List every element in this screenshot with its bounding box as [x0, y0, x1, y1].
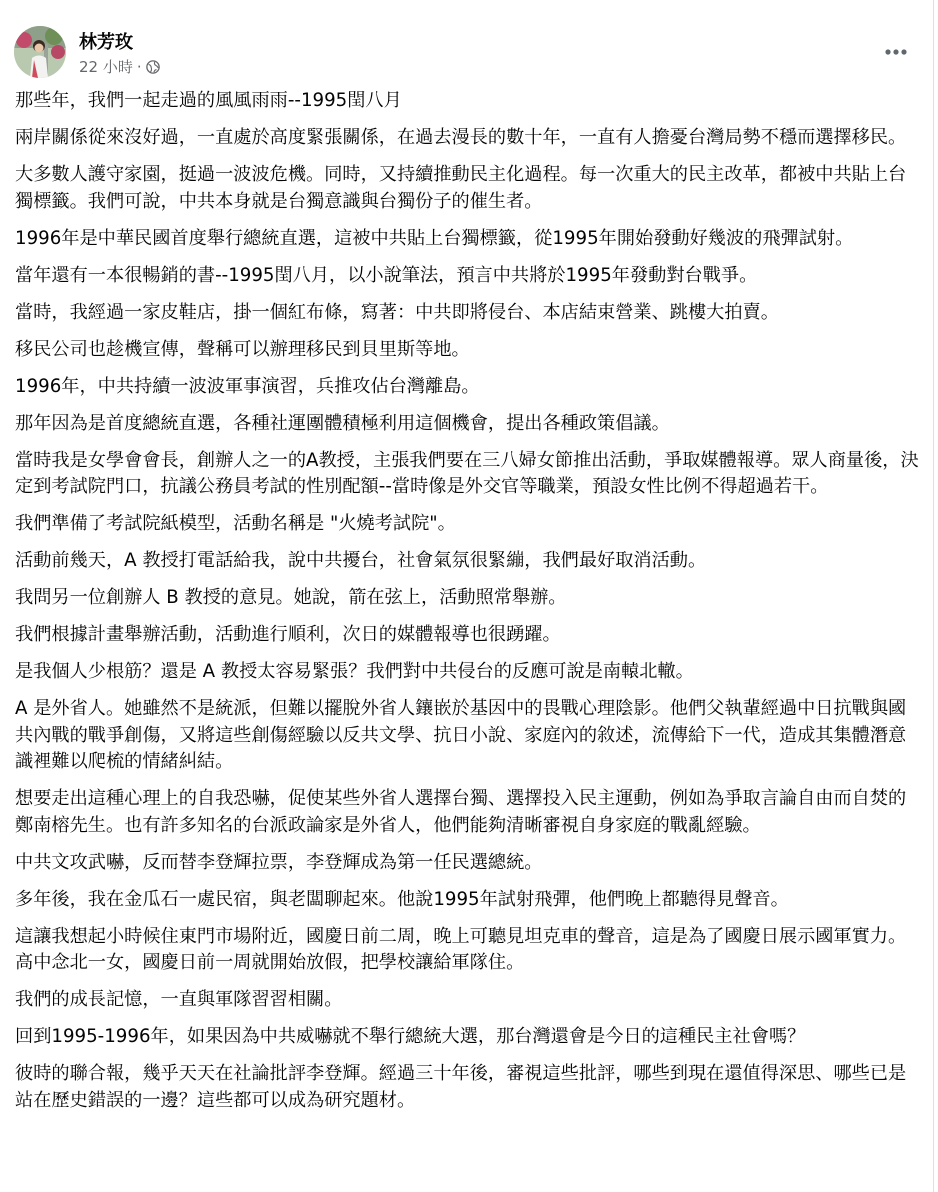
post-paragraph: 1996年是中華民國首度舉行總統直選，這被中共貼上台獨標籤，從1995年開始發動好幾波的飛彈試射。	[15, 227, 854, 249]
more-options-button[interactable]	[878, 34, 914, 70]
post-paragraph: 是我個人少根筋？還是 A 教授太容易緊張？我們對中共侵台的反應可說是南轅北轍。	[15, 661, 694, 682]
post-paragraph: 那些年，我們一起走過的風風雨雨--1995閏八月	[15, 90, 402, 111]
post-paragraph: 我們的成長記憶，一直與軍隊習習相關。	[15, 989, 343, 1010]
post-paragraph: 多年後，我在金瓜石一處民宿，與老闆聊起來。他說1995年試射飛彈，他們晚上都聽得見聲音。	[15, 888, 789, 910]
post-paragraph: 當時我是女學會會長，創辦人之一的A教授，主張我們要在三八婦女節推出活動，爭取媒體報導。眾人商量後，決定到考試院門口，抗議公務員考試的性別配額--當時像是外交官等職業，預設女性比例不得超過若干。	[15, 449, 919, 497]
globe-icon[interactable]	[146, 60, 160, 74]
post-paragraph: 想要走出這種心理上的自我恐嚇，促使某些外省人選擇台獨、選擇投入民主運動，例如為爭取言論自由而自焚的鄭南榕先生。也有許多知名的台派政論家是外省人，他們能夠清晰審視自身家庭的戰亂經驗。	[15, 788, 907, 836]
avatar-photo-icon	[14, 26, 66, 78]
post-meta	[79, 56, 160, 77]
post-paragraph: 活動前幾天，A 教授打電話給我，說中共擾台，社會氣氛很緊繃，我們最好取消活動。	[15, 550, 707, 571]
post-paragraph: 當年還有一本很暢銷的書--1995閏八月，以小說筆法，預言中共將於1995年發動對台戰爭。	[15, 264, 758, 286]
author-name[interactable]: 林芳玫	[79, 32, 133, 53]
post-paragraph: 1996年，中共持續一波波軍事演習，兵推攻佔台灣離島。	[15, 375, 480, 397]
post-paragraph: 中共文攻武嚇，反而替李登輝拉票，李登輝成為第一任民選總統。	[15, 851, 543, 873]
post-paragraph: 回到1995-1996年，如果因為中共威嚇就不舉行總統大選，那台灣還會是今日的這種民主社會嗎？	[15, 1026, 806, 1047]
more-options-icon	[884, 48, 908, 56]
post-paragraph: 我們準備了考試院紙模型，活動名稱是 "火燒考試院"。	[15, 513, 456, 534]
post-paragraph: 當時，我經過一家皮鞋店，掛一個紅布條，寫著：中共即將侵台、本店結束營業、跳樓大拍賣。	[15, 301, 779, 323]
avatar[interactable]	[14, 26, 66, 78]
post-paragraph: 我問另一位創辦人 B 教授的意見。她說，箭在弦上，活動照常舉辦。	[15, 587, 567, 608]
post-paragraph: 那年因為是首度總統直選，各種社運團體積極利用這個機會，提出各種政策倡議。	[15, 412, 670, 434]
post-paragraph: 移民公司也趁機宣傳，聲稱可以辦理移民到貝里斯等地。	[15, 338, 470, 360]
post-paragraph: 兩岸關係從來沒好過，一直處於高度緊張關係，在過去漫長的數十年，一直有人擔憂台灣局勢不穩而選擇移民。	[15, 127, 907, 148]
post-timestamp[interactable]: 22 小時	[79, 58, 133, 76]
post-paragraph: 彼時的聯合報，幾乎天天在社論批評李登輝。經過三十年後，審視這些批評，哪些到現在還值得深思、哪些已是站在歷史錯誤的一邊？這些都可以成為研究題材。	[15, 1063, 907, 1111]
post-paragraph: 這讓我想起小時候住東門市場附近，國慶日前二周，晚上可聽見坦克車的聲音，這是為了國慶日展示國軍實力。高中念北一女，國慶日前一周就開始放假，把學校讓給軍隊住。	[15, 925, 907, 973]
post-paragraph: 我們根據計畫舉辦活動，活動進行順利，次日的媒體報導也很踴躍。	[15, 624, 561, 645]
post-header	[14, 26, 914, 80]
post-paragraph: A 是外省人。她雖然不是統派，但難以擺脫外省人鑲嵌於基因中的畏戰心理陰影。他們父執輩經過中日抗戰與國共內戰的戰爭創傷，又將這些創傷經驗以反共文學、抗日小說、家庭內的敘述，流傳給下一代，造成其集體潛意識裡難以爬梳的情緒糾結。	[15, 698, 907, 772]
post-body	[15, 88, 920, 1125]
meta-separator: ·	[136, 57, 142, 76]
post-paragraph: 大多數人護守家園，挺過一波波危機。同時，又持續推動民主化過程。每一次重大的民主改革，都被中共貼上台獨標籤。我們可說，中共本身就是台獨意識與台獨份子的催生者。	[15, 164, 907, 212]
